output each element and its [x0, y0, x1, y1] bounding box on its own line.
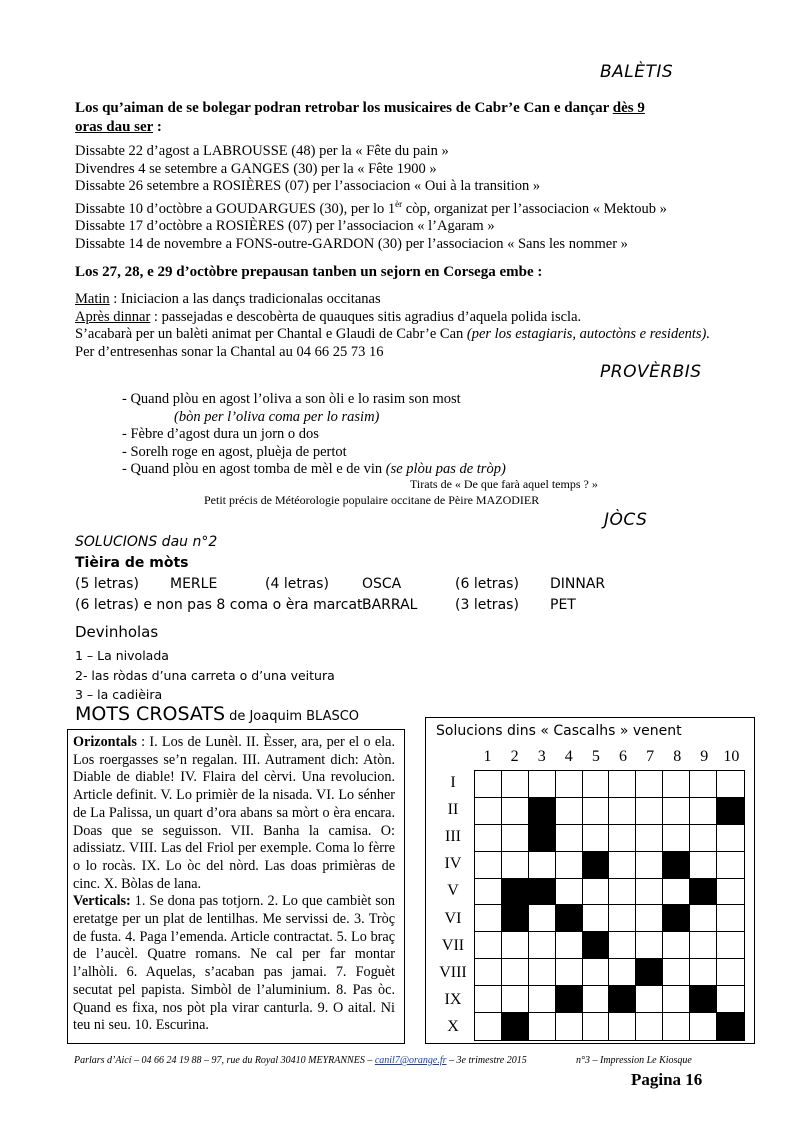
row-label: V — [447, 882, 459, 900]
grid-cell[interactable] — [663, 959, 690, 986]
grid-cell[interactable] — [609, 905, 636, 932]
tieira-row-2-word-a: BARRAL — [362, 597, 418, 613]
grid-cell[interactable] — [717, 825, 744, 852]
grid-cell[interactable] — [690, 905, 717, 932]
baletis-title: BALÈTIS — [600, 62, 674, 82]
matin-text: : Iniciacion a las dançs tradicionalas occitanas — [109, 291, 381, 307]
crossword-grid — [474, 770, 745, 1041]
grid-cell[interactable] — [583, 879, 610, 906]
event-special-pre: Dissabte 10 d’octòbre a GOUDARGUES (30), per lo 1 — [75, 200, 396, 217]
row-label: IX — [444, 990, 462, 1008]
grid-cell[interactable] — [502, 798, 529, 825]
grid-cell[interactable] — [475, 798, 502, 825]
grid-cell[interactable] — [475, 879, 502, 906]
grid-cell[interactable] — [475, 959, 502, 986]
grid-cell[interactable] — [529, 771, 556, 798]
grid-cell[interactable] — [475, 1013, 502, 1040]
tieira-title: Tièira de mòts — [75, 555, 189, 571]
footer-issue: – 3e trimestre 2015 — [446, 1055, 527, 1066]
contact-line: Per d’entresenhas sonar la Chantal au 04 66 25 73 16 — [75, 343, 384, 360]
intro-time-2: oras dau ser — [75, 119, 154, 135]
grid-cell[interactable] — [556, 825, 583, 852]
grid-cell[interactable] — [609, 852, 636, 879]
grid-cell[interactable] — [690, 825, 717, 852]
page-number: Pagina 16 — [631, 1070, 703, 1089]
grid-cell[interactable] — [556, 879, 583, 906]
grid-cell[interactable] — [556, 852, 583, 879]
row-label: X — [447, 1017, 459, 1035]
grid-cell[interactable] — [690, 932, 717, 959]
proverbis-source-2: Petit précis de Météorologie populaire occitane de Pèire MAZODIER — [204, 493, 540, 507]
grid-cell[interactable] — [583, 825, 610, 852]
column-label: 2 — [510, 748, 519, 765]
grid-cell[interactable] — [663, 825, 690, 852]
sejorn-details — [75, 291, 710, 361]
grid-cell[interactable] — [609, 959, 636, 986]
grid-cell-black — [529, 825, 556, 852]
apres-label: Après dinnar — [75, 308, 151, 325]
grid-cell[interactable] — [475, 932, 502, 959]
grid-cell[interactable] — [556, 798, 583, 825]
grid-cell[interactable] — [556, 1013, 583, 1040]
event-item: Dissabte 17 d’octòbre a ROSIÈRES (07) per l’associacion « l’Agaram » — [75, 218, 495, 235]
row-label: IV — [444, 855, 462, 873]
proverbis-source-1: Tirats de « De que farà aquel temps ? » — [410, 477, 598, 491]
devinhola-item: 1 – La nivolada — [75, 648, 169, 663]
grid-cell-black — [529, 798, 556, 825]
verticals-text: 1. Se dona pas totjorn. 2. Lo que cambièt son eretatge per un plat de lentilhas. Me servissi de. 3. Tròç de fusta. 4. Paga l’emenda. Article contractat. 5. Lo braç de l’aucèl. Quatre romans. Ne cal per far montar l’alhòli. 6. Aquelas, s’acaban pas jamai. 7. Foguèt secutat pel papista. Simbòl de l’aluminium. 8. Pas òc. Quand es fixa, nos pòt pla virar canturla. 9. O aital. Ni teu ni seu. 10. Escurina. — [73, 893, 395, 1034]
grid-cell[interactable] — [636, 771, 663, 798]
tieira-row-2-word-b: PET — [550, 597, 576, 613]
event-item: Divendres 4 se setembre a GANGES (30) per la « Fête 1900 » — [75, 160, 437, 177]
matin-line — [75, 291, 710, 309]
grid-cell[interactable] — [475, 986, 502, 1013]
grid-cell[interactable] — [717, 932, 744, 959]
grid-cell[interactable] — [583, 1013, 610, 1040]
grid-cell-black — [502, 879, 529, 906]
tieira-row-2-label-b: (3 letras) — [455, 597, 519, 613]
mots-crosats-title: MOTS CROSATS — [75, 703, 226, 725]
events-list — [75, 143, 667, 253]
row-label: VI — [444, 909, 462, 927]
grid-cell[interactable] — [636, 879, 663, 906]
proverb-note: (se plòu pas de tròp) — [385, 461, 506, 478]
footer-info — [74, 1055, 527, 1066]
grid-cell-black — [502, 1013, 529, 1040]
devinhola-item: 3 – la cadièira — [75, 687, 163, 702]
column-label: 9 — [700, 748, 709, 765]
devinholas-list — [75, 646, 335, 705]
grid-cell[interactable] — [475, 905, 502, 932]
column-label: 10 — [723, 748, 740, 765]
tieira-row-1-label-a: (5 letras) — [75, 576, 139, 592]
grid-cell[interactable] — [636, 1013, 663, 1040]
grid-cell-black — [663, 905, 690, 932]
proverb-item: - Sorelh roge en agost, pluèja de pertot — [122, 443, 347, 460]
devinholas-title: Devinholas — [75, 623, 159, 641]
column-label: 4 — [564, 748, 573, 765]
grid-cell[interactable] — [663, 798, 690, 825]
column-label: 8 — [673, 748, 682, 765]
grid-cell[interactable] — [636, 986, 663, 1013]
intro-time-1: dès 9 — [612, 100, 645, 116]
grid-cell-black — [717, 798, 744, 825]
grid-cell[interactable] — [690, 771, 717, 798]
grid-cell[interactable] — [529, 959, 556, 986]
row-label: VII — [441, 936, 465, 954]
closing-text: S’acabarà per un balèti animat per Chantal e Glaudi de Cabr’e Can — [75, 326, 467, 343]
apres-text: : passejadas e descobèrta de quauques sitis agradius d’aquela polida iscla. — [150, 308, 582, 325]
grid-cell-black — [502, 905, 529, 932]
tieira-row-1-word-b: OSCA — [362, 576, 402, 592]
proverb-text: - Quand plòu en agost tomba de mèl e de vin — [122, 461, 386, 478]
grid-cell[interactable] — [529, 932, 556, 959]
grid-cell-black — [583, 852, 610, 879]
grid-cell[interactable] — [502, 959, 529, 986]
grid-cell[interactable] — [690, 852, 717, 879]
proverb-note: (bòn per l’oliva coma per lo rasim) — [174, 408, 380, 425]
grid-cell[interactable] — [556, 932, 583, 959]
column-label: 1 — [483, 748, 492, 765]
grid-cell[interactable] — [502, 771, 529, 798]
grid-cell[interactable] — [583, 771, 610, 798]
grid-cell[interactable] — [663, 771, 690, 798]
tieira-row-1-label-c: (6 letras) — [455, 576, 519, 592]
grid-cell[interactable] — [475, 825, 502, 852]
grid-cell-black — [529, 879, 556, 906]
grid-cell[interactable] — [583, 986, 610, 1013]
grid-cell[interactable] — [717, 905, 744, 932]
grid-cell[interactable] — [609, 879, 636, 906]
grid-cell[interactable] — [529, 905, 556, 932]
grid-cell-black — [717, 1013, 744, 1040]
grid-cell[interactable] — [502, 932, 529, 959]
event-item-special — [75, 196, 667, 218]
grid-cell-black — [690, 879, 717, 906]
grid-cell[interactable] — [663, 986, 690, 1013]
proverbis-title: PROVÈRBIS — [600, 362, 702, 382]
sejorn-title: Los 27, 28, e 29 d’octòbre prepausan tanben un sejorn en Corsega embe : — [75, 264, 543, 280]
grid-cell-black — [609, 986, 636, 1013]
mots-crosats-author: de Joaquim BLASCO — [229, 709, 360, 724]
grid-cell[interactable] — [556, 771, 583, 798]
proverb-item: - Fèbre d’agost dura un jorn o dos — [122, 426, 319, 443]
footer-edition: n°3 – Impression Le Kiosque — [576, 1055, 692, 1066]
grid-cell[interactable] — [475, 771, 502, 798]
grid-cell[interactable] — [529, 1013, 556, 1040]
mots-crosats-heading — [75, 703, 359, 725]
baletis-intro — [75, 99, 705, 137]
grid-cell[interactable] — [636, 852, 663, 879]
grid-cell[interactable] — [502, 825, 529, 852]
grid-cell[interactable] — [583, 959, 610, 986]
footer-email-link[interactable]: canil7@orange.fr — [374, 1055, 447, 1066]
tieira-row-1-word-c: DINNAR — [550, 576, 606, 592]
crossword-caption: Solucions dins « Cascalhs » venent — [436, 723, 682, 739]
footer-address: Parlars d’Aicí – 04 66 24 19 88 – 97, rue du Royal 30410 MEYRANNES – — [74, 1055, 375, 1066]
grid-cell[interactable] — [609, 798, 636, 825]
grid-cell[interactable] — [583, 798, 610, 825]
column-label: 7 — [646, 748, 655, 765]
tieira-row-1-word-a: MERLE — [170, 576, 218, 592]
grid-cell[interactable] — [690, 959, 717, 986]
grid-cell[interactable] — [636, 825, 663, 852]
grid-cell[interactable] — [690, 1013, 717, 1040]
column-label: 5 — [591, 748, 600, 765]
grid-cell[interactable] — [475, 852, 502, 879]
tieira-row-2-label-a: (6 letras) e non pas 8 coma o èra marcat — [75, 597, 363, 613]
solucions-title: SOLUCIONS dau n°2 — [75, 534, 218, 550]
grid-cell[interactable] — [663, 932, 690, 959]
grid-cell[interactable] — [636, 905, 663, 932]
grid-cell-black — [663, 852, 690, 879]
grid-cell[interactable] — [717, 986, 744, 1013]
grid-cell[interactable] — [529, 986, 556, 1013]
intro-colon: : — [153, 119, 162, 135]
grid-cell-black — [690, 986, 717, 1013]
grid-cell[interactable] — [717, 959, 744, 986]
row-label: I — [450, 774, 456, 791]
grid-cell[interactable] — [529, 852, 556, 879]
matin-label: Matin — [75, 291, 110, 307]
closing-line — [75, 326, 710, 344]
grid-cell[interactable] — [636, 932, 663, 959]
grid-cell-black — [583, 932, 610, 959]
tieira-row-1-label-b: (4 letras) — [265, 576, 329, 592]
jocs-title: JÒCS — [604, 510, 648, 530]
intro-text: Los qu’aiman de se bolegar podran retrobar los musicaires de Cabr’e Can e dançar — [75, 100, 613, 116]
apres-line — [75, 309, 710, 327]
proverb-item: - Quand plòu en agost l’oliva a son òli e lo rasim son most — [122, 391, 461, 407]
grid-cell[interactable] — [690, 798, 717, 825]
grid-cell[interactable] — [717, 771, 744, 798]
grid-cell[interactable] — [502, 852, 529, 879]
clues-text — [73, 734, 395, 1035]
event-item: Dissabte 26 setembre a ROSIÈRES (07) per l’associacion « Oui à la transition » — [75, 178, 541, 195]
grid-cell[interactable] — [583, 905, 610, 932]
devinhola-item: 2- las ròdas d’una carreta o d’una veitura — [75, 667, 335, 683]
grid-cell[interactable] — [663, 879, 690, 906]
event-item: Dissabte 22 d’agost a LABROUSSE (48) per la « Fête du pain » — [75, 143, 449, 159]
grid-cell[interactable] — [502, 986, 529, 1013]
grid-cell[interactable] — [609, 771, 636, 798]
event-special-post: còp, organizat per l’associacion « Mektoub » — [402, 200, 667, 217]
grid-cell-black — [556, 986, 583, 1013]
event-item: Dissabte 14 de novembre a FONS-outre-GARDON (30) per l’associacion « Sans les nommer » — [75, 235, 628, 252]
row-label: VIII — [439, 963, 467, 981]
orizontals-label: Orizontals — [73, 734, 137, 750]
grid-cell[interactable] — [663, 1013, 690, 1040]
proverbis-list — [122, 391, 506, 479]
row-label: III — [445, 828, 461, 846]
grid-cell[interactable] — [609, 932, 636, 959]
grid-cell-black — [556, 905, 583, 932]
row-label: II — [447, 801, 459, 819]
closing-italic: (per los estagiaris, autoctòns e residents). — [466, 326, 711, 343]
grid-cell[interactable] — [717, 852, 744, 879]
verticals-label: Verticals: — [73, 893, 131, 910]
grid-cell-black — [636, 959, 663, 986]
grid-cell[interactable] — [609, 825, 636, 852]
grid-cell[interactable] — [556, 959, 583, 986]
column-label: 3 — [537, 748, 546, 765]
event-special-sup: èr — [395, 198, 403, 209]
grid-cell[interactable] — [609, 1013, 636, 1040]
grid-cell[interactable] — [636, 798, 663, 825]
orizontals-text: : I. Los de Lunèl. II. Èsser, ara, per el o ela. Los roergasses se’n regalan. III. Autrament dich: Atòn. Diable de diable! IV. Flaira del cèrvi. Una revolucion. Article definit. V. Lo primièr de la nisada. VI. Lo sénher de La Palissa, un quart d’ora abans sa mòrt o èra encara. Doas que se seguisson. VII. Banha la camisa. O: adissiatz. VIII. Las del Friol per exemple. Coma lo fèrre o lo rocàs. IX. Lo òc del nòrd. Las doas primièras de cinc. X. Bòlas de lana. — [73, 734, 395, 892]
grid-cell[interactable] — [717, 879, 744, 906]
column-label: 6 — [619, 748, 627, 765]
